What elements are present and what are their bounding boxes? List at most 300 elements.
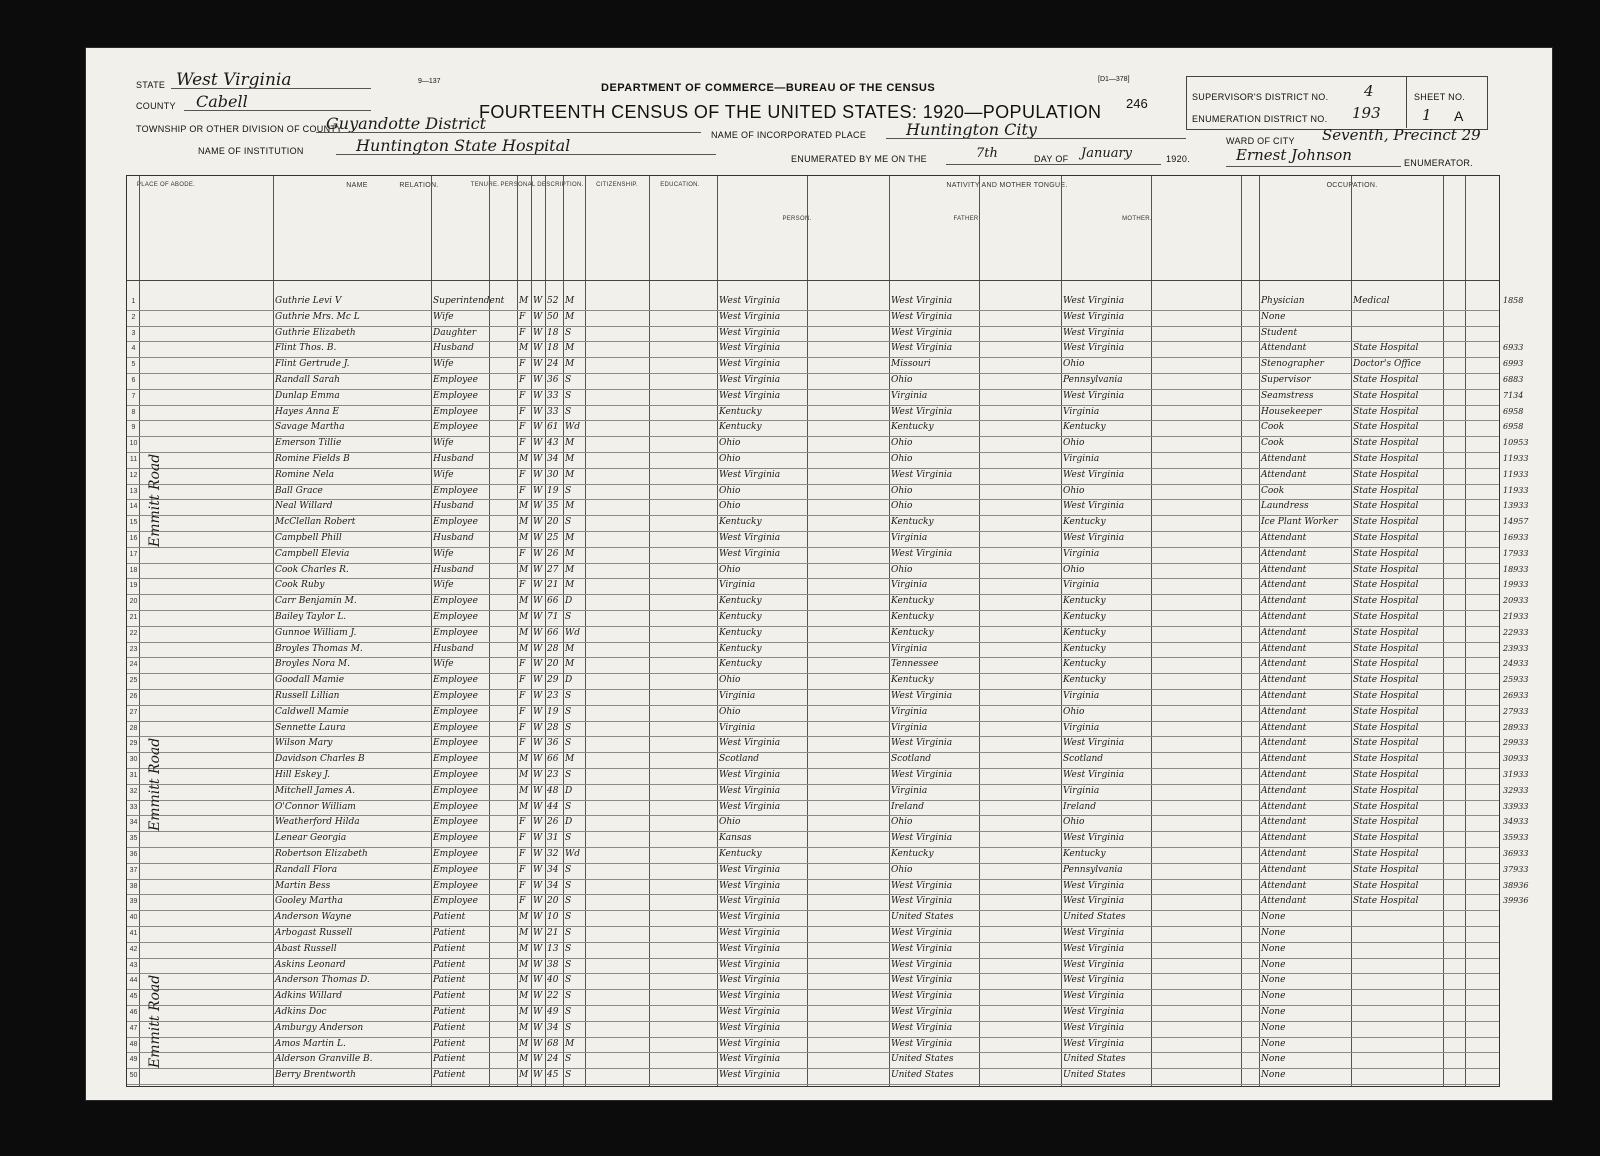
cell-sex: M xyxy=(519,454,529,464)
margin-code: 37933 xyxy=(1503,864,1529,874)
cell-ms: M xyxy=(565,454,575,464)
cell-rel: Wife xyxy=(433,469,454,480)
cell-mbp: Ohio xyxy=(1063,706,1085,717)
cell-race: W xyxy=(533,612,543,622)
enumerated-label: ENUMERATED BY ME ON THE xyxy=(791,154,927,164)
cell-mbp: West Virginia xyxy=(1063,959,1125,970)
cell-n: 18 xyxy=(129,566,138,574)
cell-n: 2 xyxy=(131,313,136,321)
cell-race: W xyxy=(533,785,543,796)
cell-bp: West Virginia xyxy=(719,1038,781,1049)
cell-age: 35 xyxy=(547,501,559,512)
cell-rel: Employee xyxy=(433,722,478,733)
place-value: Huntington City xyxy=(906,120,1037,139)
census-sheet xyxy=(86,48,1552,1100)
cell-rel: Employee xyxy=(433,833,478,844)
cell-name: Carr Benjamin M. xyxy=(275,596,357,607)
margin-code: 22933 xyxy=(1503,627,1529,637)
cell-bp: Ohio xyxy=(719,817,741,828)
cell-name: Davidson Charles B xyxy=(275,754,365,765)
cell-name: Adkins Doc xyxy=(275,1007,327,1017)
street-name: Emmitt Road xyxy=(147,453,163,547)
cell-bp: Kentucky xyxy=(719,406,762,417)
cell-sex: M xyxy=(519,1038,529,1049)
cell-race: W xyxy=(533,912,543,923)
cell-fbp: West Virginia xyxy=(891,943,953,954)
cell-age: 20 xyxy=(547,517,559,528)
cell-sex: M xyxy=(519,627,529,638)
cell-age: 36 xyxy=(547,375,559,385)
cell-fbp: United States xyxy=(891,1070,954,1081)
cell-name: Amburgy Anderson xyxy=(275,1022,364,1033)
cell-name: Gunnoe William J. xyxy=(275,627,357,638)
cell-age: 34 xyxy=(547,864,559,875)
cell-mbp: Ohio xyxy=(1063,485,1085,496)
day-label: DAY OF xyxy=(1034,154,1069,164)
margin-code: 25933 xyxy=(1503,675,1529,685)
cell-name: Askins Leonard xyxy=(275,959,346,970)
cell-ind: State Hospital xyxy=(1353,896,1419,907)
enumeration-label: ENUMERATION DISTRICT NO. xyxy=(1192,114,1328,124)
cell-ind xyxy=(1353,1052,1442,1068)
cell-n: 8 xyxy=(131,408,136,416)
cell-bp: Virginia xyxy=(719,722,756,733)
cell-ind xyxy=(1353,1021,1442,1037)
margin-code: 18933 xyxy=(1503,564,1529,574)
cell-n: 1 xyxy=(131,298,136,305)
cell-n: 38 xyxy=(129,882,138,890)
margin-code: 33933 xyxy=(1503,801,1529,811)
cell-bp: West Virginia xyxy=(719,296,781,306)
census-table xyxy=(126,175,1529,1087)
cell-n: 48 xyxy=(129,1040,138,1048)
cell-age: 19 xyxy=(547,706,559,717)
table-row xyxy=(127,894,1529,911)
cell-sex: F xyxy=(519,706,526,717)
cell-bp: West Virginia xyxy=(719,1070,781,1081)
cell-ms: M xyxy=(565,343,575,354)
cell-fbp: Virginia xyxy=(891,390,928,401)
cell-n: 9 xyxy=(131,424,136,432)
cell-race: W xyxy=(533,754,543,765)
cell-age: 66 xyxy=(547,754,559,765)
cell-bp: Ohio xyxy=(719,501,741,512)
cell-bp: Kentucky xyxy=(719,849,762,859)
cell-occ: Attendant xyxy=(1261,596,1307,607)
cell-bp: West Virginia xyxy=(719,896,781,907)
cell-name: Guthrie Levi V xyxy=(275,296,342,306)
table-row xyxy=(127,294,1524,311)
margin-code: 26933 xyxy=(1503,691,1529,700)
cell-n: 19 xyxy=(129,582,138,590)
cell-sex: F xyxy=(519,438,526,449)
cell-name: Neal Willard xyxy=(275,501,333,512)
cell-bp: West Virginia xyxy=(719,533,781,543)
cell-bp: Ohio xyxy=(719,454,741,464)
table-row xyxy=(127,768,1529,785)
cell-race: W xyxy=(533,485,543,496)
cell-ms: S xyxy=(565,375,572,385)
cell-ms: D xyxy=(565,596,573,607)
cell-rel: Employee xyxy=(433,706,478,717)
margin-code: 19933 xyxy=(1503,580,1529,590)
cell-mbp: West Virginia xyxy=(1063,1007,1125,1017)
cell-ms: S xyxy=(565,770,572,780)
cell-occ: Attendant xyxy=(1261,580,1307,591)
cell-race: W xyxy=(533,517,543,528)
cell-ind: State Hospital xyxy=(1353,469,1419,480)
cell-rel: Wife xyxy=(433,438,454,449)
cell-name: Flint Thos. B. xyxy=(275,343,337,354)
cell-ind: State Hospital xyxy=(1353,375,1419,385)
cell-age: 45 xyxy=(547,1070,559,1081)
cell-sex: M xyxy=(519,596,529,607)
cell-fbp: West Virginia xyxy=(891,327,953,338)
form-code: [D1—378] xyxy=(1098,76,1130,83)
cell-ind xyxy=(1353,926,1442,942)
cell-occ: Attendant xyxy=(1261,817,1307,828)
cell-mbp: Pennsylvania xyxy=(1063,864,1123,875)
cell-name: Campbell Phill xyxy=(275,533,342,543)
cell-fbp: Ohio xyxy=(891,564,913,575)
cell-mbp: Virginia xyxy=(1063,548,1100,559)
cell-age: 31 xyxy=(547,833,559,844)
cell-ind: State Hospital xyxy=(1353,422,1419,433)
cell-name: Romine Nela xyxy=(275,469,335,480)
cell-bp: West Virginia xyxy=(719,785,781,796)
cell-name: Hayes Anna E xyxy=(275,406,339,417)
cell-rel: Employee xyxy=(433,785,478,796)
cell-race: W xyxy=(533,501,543,512)
cell-fbp: Virginia xyxy=(891,643,928,654)
cell-name: Guthrie Mrs. Mc L xyxy=(275,311,360,322)
cell-age: 66 xyxy=(547,596,559,607)
table-row xyxy=(127,610,1529,627)
cell-ms: M xyxy=(565,296,575,306)
table-row xyxy=(127,942,1499,959)
cell-ms: S xyxy=(565,1054,572,1065)
col-relation: RELATION. xyxy=(399,182,439,189)
cell-age: 18 xyxy=(547,327,559,338)
cell-name: Martin Bess xyxy=(275,880,331,891)
table-row xyxy=(127,405,1524,422)
cell-rel: Employee xyxy=(433,817,478,828)
cell-ms: M xyxy=(565,438,575,449)
table-row xyxy=(127,879,1529,896)
cell-race: W xyxy=(533,643,543,654)
cell-bp: West Virginia xyxy=(719,343,781,354)
table-row xyxy=(127,721,1529,738)
state-value: West Virginia xyxy=(176,70,292,90)
margin-code: 32933 xyxy=(1503,785,1529,795)
cell-ms: M xyxy=(565,564,575,575)
cell-bp: Ohio xyxy=(719,706,741,717)
cell-rel: Patient xyxy=(433,991,466,1002)
cell-bp: West Virginia xyxy=(719,770,781,780)
street-name: Emmitt Road xyxy=(147,737,163,832)
table-row xyxy=(127,389,1524,406)
cell-rel: Patient xyxy=(433,1038,466,1049)
cell-sex: M xyxy=(519,1022,529,1033)
cell-ms: D xyxy=(565,675,573,686)
cell-n: 41 xyxy=(129,930,138,937)
cell-rel: Employee xyxy=(433,738,478,749)
cell-n: 25 xyxy=(129,677,138,685)
cell-occ: None xyxy=(1261,943,1286,954)
cell-sex: F xyxy=(519,864,526,875)
cell-sex: M xyxy=(519,801,529,812)
table-row xyxy=(127,341,1524,358)
cell-race: W xyxy=(533,880,543,891)
cell-age: 24 xyxy=(547,359,559,370)
cell-age: 33 xyxy=(547,390,559,401)
cell-bp: Kentucky xyxy=(719,422,762,433)
cell-fbp: West Virginia xyxy=(891,296,953,306)
cell-fbp: Missouri xyxy=(891,359,931,370)
cell-ms: S xyxy=(565,406,572,417)
cell-rel: Employee xyxy=(433,485,478,496)
cell-ind: Doctor's Office xyxy=(1353,359,1421,370)
cell-bp: Kentucky xyxy=(719,612,762,622)
cell-ind xyxy=(1353,910,1442,926)
cell-race: W xyxy=(533,343,543,354)
table-row xyxy=(127,831,1529,848)
cell-name: Anderson Thomas D. xyxy=(275,975,370,986)
cell-race: W xyxy=(533,1070,543,1081)
cell-mbp: Ohio xyxy=(1063,564,1085,575)
cell-n: 47 xyxy=(129,1024,138,1032)
cell-mbp: Kentucky xyxy=(1063,517,1106,528)
cell-ms: S xyxy=(565,1070,572,1081)
township-label: TOWNSHIP OR OTHER DIVISION OF COUNTY xyxy=(136,124,343,134)
cell-name: Russell Lillian xyxy=(275,691,340,701)
cell-ind: State Hospital xyxy=(1353,612,1419,622)
cell-ind: State Hospital xyxy=(1353,548,1419,559)
cell-race: W xyxy=(533,564,543,575)
cell-rel: Employee xyxy=(433,770,478,780)
cell-fbp: West Virginia xyxy=(891,896,953,907)
cell-fbp: West Virginia xyxy=(891,928,953,938)
table-row xyxy=(127,642,1529,659)
cell-name: Guthrie Elizabeth xyxy=(275,327,356,338)
cell-fbp: United States xyxy=(891,1054,954,1065)
cell-rel: Patient xyxy=(433,959,466,970)
cell-bp: West Virginia xyxy=(719,991,781,1002)
cell-sex: F xyxy=(519,691,526,701)
margin-code: 11933 xyxy=(1503,485,1529,495)
cell-n: 17 xyxy=(129,550,138,558)
margin-code: 13933 xyxy=(1503,501,1529,511)
cell-sex: M xyxy=(519,754,529,765)
margin-code: 27933 xyxy=(1503,706,1529,716)
cell-age: 20 xyxy=(547,896,559,907)
col-tenure: TENURE. xyxy=(470,182,500,188)
cell-age: 21 xyxy=(547,928,559,938)
cell-fbp: Ohio xyxy=(891,438,913,449)
table-row xyxy=(127,373,1524,390)
cell-race: W xyxy=(533,849,543,859)
cell-age: 24 xyxy=(547,1054,559,1065)
cell-age: 13 xyxy=(547,943,559,954)
cell-ms: M xyxy=(565,659,575,670)
margin-code: 6883 xyxy=(1503,375,1524,384)
cell-ind: State Hospital xyxy=(1353,485,1419,496)
cell-age: 52 xyxy=(547,296,559,306)
cell-n: 42 xyxy=(129,945,138,953)
cell-n: 15 xyxy=(129,519,138,527)
cell-rel: Employee xyxy=(433,801,478,812)
cell-fbp: Virginia xyxy=(891,785,928,796)
cell-ind: State Hospital xyxy=(1353,659,1419,670)
page-stamp: 246 xyxy=(1126,96,1148,111)
table-row xyxy=(127,626,1529,643)
cell-mbp: West Virginia xyxy=(1063,975,1125,986)
cell-age: 66 xyxy=(547,627,559,638)
cell-name: Adkins Willard xyxy=(275,991,343,1002)
table-row xyxy=(127,594,1529,611)
table-row xyxy=(127,531,1529,548)
margin-code: 11933 xyxy=(1503,469,1529,479)
cell-race: W xyxy=(533,548,543,559)
cell-ms: Wd xyxy=(565,422,581,433)
cell-age: 27 xyxy=(547,564,559,575)
cell-name: Cook Ruby xyxy=(275,580,325,591)
cell-fbp: West Virginia xyxy=(891,991,953,1002)
cell-name: Caldwell Mamie xyxy=(275,706,349,717)
cell-occ: Attendant xyxy=(1261,454,1307,464)
cell-age: 20 xyxy=(547,659,559,670)
state-label: STATE xyxy=(136,80,166,90)
cell-race: W xyxy=(533,722,543,733)
cell-bp: West Virginia xyxy=(719,1054,781,1065)
cell-race: W xyxy=(533,943,543,954)
table-row xyxy=(127,910,1499,927)
cell-ind: State Hospital xyxy=(1353,722,1419,733)
cell-rel: Patient xyxy=(433,975,466,986)
cell-occ: Attendant xyxy=(1261,643,1307,654)
cell-fbp: West Virginia xyxy=(891,959,953,970)
cell-ind: State Hospital xyxy=(1353,406,1419,417)
cell-ind: State Hospital xyxy=(1353,627,1419,638)
cell-rel: Daughter xyxy=(433,327,477,338)
enumerated-day: 7th xyxy=(976,146,998,161)
cell-rel: Husband xyxy=(433,343,474,354)
cell-occ: Student xyxy=(1261,327,1298,338)
cell-age: 34 xyxy=(547,1022,559,1033)
cell-n: 7 xyxy=(131,392,136,400)
cell-mbp: Kentucky xyxy=(1063,596,1106,607)
cell-mbp: West Virginia xyxy=(1063,943,1125,954)
cell-n: 23 xyxy=(129,645,138,653)
cell-mbp: West Virginia xyxy=(1063,991,1125,1002)
cell-mbp: West Virginia xyxy=(1063,390,1125,401)
cell-mbp: West Virginia xyxy=(1063,738,1125,749)
cell-fbp: Ohio xyxy=(891,375,913,385)
cell-age: 33 xyxy=(547,406,559,417)
cell-occ: Seamstress xyxy=(1261,390,1314,401)
cell-age: 23 xyxy=(547,770,559,780)
table-row xyxy=(127,357,1524,374)
cell-rel: Employee xyxy=(433,754,478,765)
cell-n: 22 xyxy=(129,629,138,637)
cell-ind: State Hospital xyxy=(1353,833,1419,844)
cell-occ: None xyxy=(1261,1054,1286,1065)
cell-mbp: West Virginia xyxy=(1063,501,1125,512)
margin-code: 24933 xyxy=(1503,659,1529,669)
cell-sex: M xyxy=(519,928,529,938)
cell-n: 49 xyxy=(129,1056,138,1064)
cell-ms: M xyxy=(565,359,575,370)
cell-fbp: West Virginia xyxy=(891,343,953,354)
cell-age: 25 xyxy=(547,533,559,543)
cell-bp: Kentucky xyxy=(719,517,762,528)
cell-occ: Housekeeper xyxy=(1261,406,1322,417)
cell-occ: Attendant xyxy=(1261,864,1307,875)
cell-ind xyxy=(1353,942,1442,958)
cell-age: 10 xyxy=(547,912,559,923)
cell-age: 26 xyxy=(547,548,559,559)
cell-fbp: West Virginia xyxy=(891,1022,953,1033)
cell-bp: Kentucky xyxy=(719,627,762,638)
cell-fbp: Virginia xyxy=(891,706,928,717)
cell-name: Robertson Elizabeth xyxy=(275,849,368,859)
cell-occ: None xyxy=(1261,959,1286,970)
table-row xyxy=(127,973,1499,990)
cell-occ: None xyxy=(1261,975,1286,986)
cell-age: 21 xyxy=(547,580,559,591)
cell-ms: S xyxy=(565,959,572,970)
cell-n: 45 xyxy=(129,993,138,1001)
cell-ms: Wd xyxy=(565,627,581,638)
margin-code: 6958 xyxy=(1503,422,1524,432)
cell-race: W xyxy=(533,706,543,717)
page-title: FOURTEENTH CENSUS OF THE UNITED STATES: 1920—POPULATION xyxy=(479,102,1102,122)
col-person: PERSON. xyxy=(782,216,812,222)
cell-ind: State Hospital xyxy=(1353,817,1419,828)
cell-ind: State Hospital xyxy=(1353,643,1419,654)
margin-code: 6993 xyxy=(1503,359,1524,369)
cell-rel: Employee xyxy=(433,422,478,433)
cell-race: W xyxy=(533,959,543,970)
table-row xyxy=(127,800,1529,817)
cell-mbp: Ohio xyxy=(1063,359,1085,370)
cell-age: 36 xyxy=(547,738,559,749)
margin-code: 35933 xyxy=(1503,833,1529,843)
cell-ms: M xyxy=(565,469,575,480)
cell-race: W xyxy=(533,627,543,638)
cell-fbp: West Virginia xyxy=(891,738,953,749)
cell-fbp: Kentucky xyxy=(891,849,934,859)
cell-race: W xyxy=(533,833,543,844)
cell-mbp: West Virginia xyxy=(1063,311,1125,322)
cell-ms: S xyxy=(565,691,572,701)
cell-fbp: Kentucky xyxy=(891,422,934,433)
cell-bp: West Virginia xyxy=(719,1007,781,1017)
cell-race: W xyxy=(533,691,543,701)
cell-ind xyxy=(1353,1068,1442,1084)
cell-race: W xyxy=(533,1054,543,1065)
cell-race: W xyxy=(533,896,543,907)
cell-rel: Employee xyxy=(433,896,478,907)
table-row xyxy=(127,1037,1499,1054)
cell-ms: S xyxy=(565,706,572,717)
cell-ind: State Hospital xyxy=(1353,880,1419,891)
cell-ms: S xyxy=(565,517,572,528)
cell-name: Romine Fields B xyxy=(275,454,350,464)
table-row xyxy=(127,815,1529,832)
cell-name: Lenear Georgia xyxy=(275,833,347,844)
cell-mbp: Virginia xyxy=(1063,691,1100,701)
